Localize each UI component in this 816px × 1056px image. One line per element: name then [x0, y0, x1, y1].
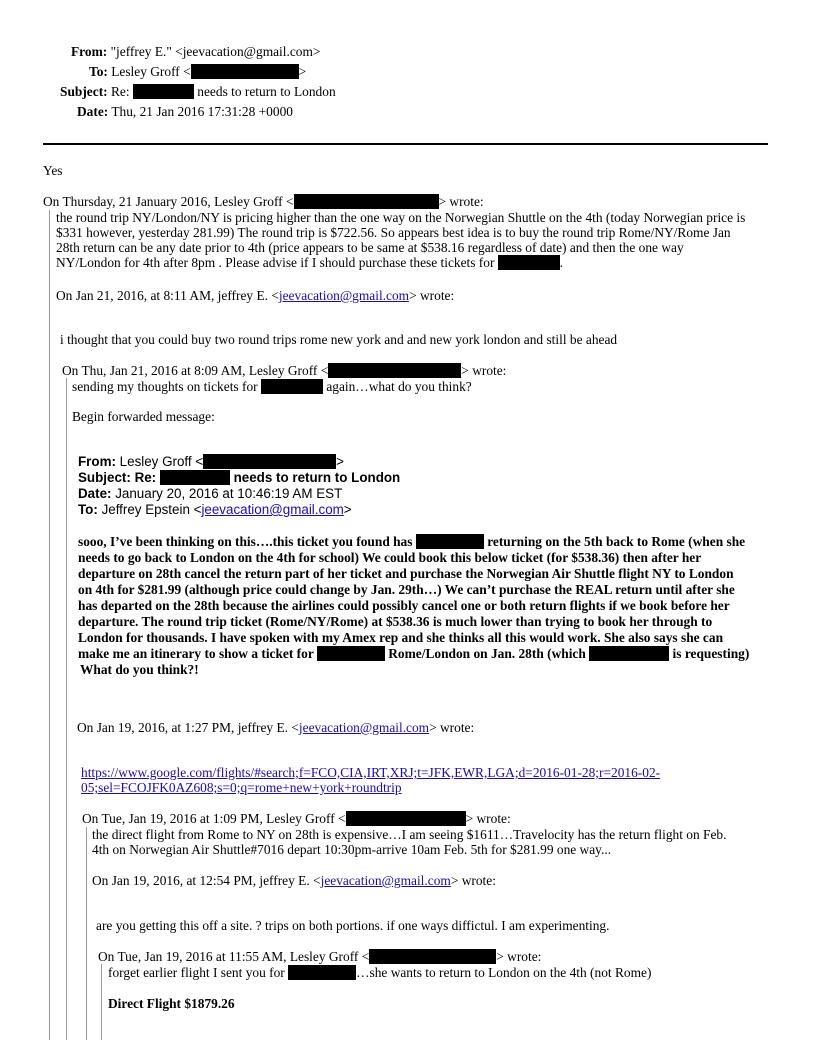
- quote3-intro: [62, 363, 506, 379]
- reply-text: Yes: [43, 163, 63, 178]
- quote5-line2: 4th on Norwegian Air Shuttle#7016 depart 10:30pm-arrive 10am Feb. 5th for $281.99 one way...: [92, 842, 612, 857]
- fwd-to-pre: Jeffrey Epstein <: [101, 502, 202, 517]
- quote-bar-1: [49, 210, 50, 1040]
- google-flights-link-cont[interactable]: 05;sel=FCOJFK0AZ608;s=0;q=rome+new+york+roundtrip: [81, 780, 402, 795]
- quote4-link-line1: [81, 765, 660, 781]
- fwd-subject-label: Subject:: [78, 470, 131, 485]
- quote2-intro-pre: On Jan 21, 2016, at 8:11 AM, jeffrey E. <: [56, 288, 279, 303]
- redaction-box: [133, 84, 194, 99]
- quote7-line1-post: …she wants to return to London on the 4th (not Rome): [356, 965, 652, 980]
- fwd-body-line8-post: is requesting): [672, 646, 750, 661]
- header-subject-post: needs to return to London: [197, 84, 336, 99]
- quote2-intro: [56, 288, 454, 304]
- quote6-body: are you getting this off a site. ? trips on both portions. if one ways diffictul. I am experimenting.: [96, 918, 610, 933]
- quote5-intro-post: > wrote:: [465, 811, 511, 826]
- header-to-value-end: >: [298, 64, 307, 79]
- fwd-date-row: [78, 486, 342, 501]
- quote7-intro-post: > wrote:: [496, 949, 542, 964]
- quote1-line4-text: NY/London for 4th after 8pm . Please advise if I should purchase these tickets for: [56, 255, 495, 270]
- header-from-label: From:: [71, 44, 108, 59]
- quote6-intro: [92, 873, 496, 889]
- redaction-box: [294, 194, 439, 209]
- quote2-intro-post: > wrote:: [409, 288, 455, 303]
- quote4-intro: [77, 720, 474, 736]
- redaction-box: [346, 811, 466, 826]
- fwd-subject-row: [78, 470, 400, 485]
- header-subject-pre: Re:: [110, 84, 130, 99]
- header-to-row: [89, 64, 306, 80]
- fwd-to-post: >: [343, 502, 352, 517]
- fwd-date-label: Date:: [78, 486, 112, 501]
- fwd-body-line9: What do you think?!: [80, 662, 199, 677]
- redaction-box: [416, 534, 484, 549]
- quote2-body: i thought that you could buy two round trips rome new york and and new york london and still be ahead: [60, 332, 618, 347]
- quote-bar-2: [66, 378, 67, 1040]
- fwd-body-line5: has departed on the 28th because the airlines could possibly cancel one or both return flights if we book before her: [78, 598, 730, 613]
- header-date-label: Date:: [77, 104, 109, 119]
- fwd-body-line6: departure. The round trip ticket (Rome/NY/Rome) at $538.36 is much lower than trying to book her through to: [78, 614, 713, 629]
- quote1-line4: [56, 255, 563, 271]
- quote3-line1-pre: sending my thoughts on tickets for: [72, 379, 258, 394]
- header-from-value: "jeffrey E." <jeevacation@gmail.com>: [110, 44, 321, 59]
- quote3-forwarded-label: Begin forwarded message:: [72, 409, 215, 424]
- redaction-box: [203, 454, 336, 469]
- quote1-intro-post: > wrote:: [438, 194, 484, 209]
- quote6-intro-pre: On Jan 19, 2016, at 12:54 PM, jeffrey E. <: [92, 873, 321, 888]
- quote1-line2: $331 however, yesterday 281.99) The round trip is $722.56. So appears best idea is to buy the round trip Rome/NY/Rome Jan: [56, 225, 731, 240]
- redaction-box: [498, 255, 560, 270]
- fwd-from-label: From:: [78, 454, 116, 469]
- redaction-box: [191, 64, 299, 79]
- fwd-from-row: [78, 454, 344, 469]
- quote3-line1: [72, 379, 472, 395]
- fwd-body-line2: needs to go back to London on the 4th for school) We could book this below ticket (for $538.36) then after her: [78, 550, 702, 565]
- fwd-subject-pre: Re:: [134, 470, 157, 485]
- fwd-body-line8-pre: make me an itinerary to show a ticket for: [78, 646, 314, 661]
- quote4-link-line2: [81, 780, 402, 796]
- redaction-box: [288, 965, 356, 980]
- quote6-intro-post: > wrote:: [450, 873, 496, 888]
- fwd-body-line1: [78, 534, 745, 550]
- quote5-intro: [82, 811, 511, 827]
- quote-bar-3: [86, 827, 87, 1040]
- header-date-value: Thu, 21 Jan 2016 17:31:28 +0000: [111, 104, 293, 119]
- header-to-label: To:: [89, 64, 108, 79]
- quote5-line1: the direct flight from Rome to NY on 28th is expensive…I am seeing $1611…Travelocity has the return flight on Feb.: [92, 827, 727, 842]
- fwd-date-value: January 20, 2016 at 10:46:19 AM EST: [115, 486, 343, 501]
- header-from-row: [71, 44, 320, 60]
- fwd-body-line8: [78, 646, 749, 662]
- fwd-to-label: To:: [78, 502, 98, 517]
- quote7-direct-flight: Direct Flight $1879.26: [108, 996, 235, 1011]
- fwd-to-email-link[interactable]: jeevacation@gmail.com: [201, 502, 344, 517]
- redaction-box: [261, 379, 323, 394]
- redaction-box: [589, 646, 669, 661]
- fwd-from-post: >: [336, 454, 344, 469]
- fwd-subject-post: needs to return to London: [233, 470, 401, 485]
- redaction-box: [369, 949, 496, 964]
- google-flights-link[interactable]: https://www.google.com/flights/#search;f=FCO,CIA,IRT,XRJ;t=JFK,EWR,LGA;d=2016-01-28;r=2016-02-: [81, 765, 661, 780]
- fwd-body-line7: London for thousands. I have spoken with my Amex rep and she thinks all this would work. She also says she can: [78, 630, 724, 645]
- quote7-intro: [98, 949, 541, 965]
- quote3-intro-pre: On Thu, Jan 21, 2016 at 8:09 AM, Lesley Groff <: [62, 363, 329, 378]
- fwd-body-line1-post: returning on the 5th back to Rome (when she: [487, 534, 746, 549]
- fwd-to-row: [78, 502, 352, 517]
- quote4-email-link[interactable]: jeevacation@gmail.com: [298, 720, 430, 735]
- quote4-intro-pre: On Jan 19, 2016, at 1:27 PM, jeffrey E. <: [77, 720, 299, 735]
- fwd-body-line8-mid: Rome/London on Jan. 28th (which: [388, 646, 586, 661]
- redaction-box: [160, 470, 230, 485]
- quote1-intro: [43, 194, 484, 210]
- quote3-intro-post: > wrote:: [461, 363, 507, 378]
- redaction-box: [328, 363, 461, 378]
- fwd-body-line1-pre: sooo, I’ve been thinking on this….this ticket you found has: [78, 534, 413, 549]
- header-divider: [43, 143, 768, 145]
- quote4-intro-post: > wrote:: [429, 720, 475, 735]
- quote2-email-link[interactable]: jeevacation@gmail.com: [278, 288, 410, 303]
- quote7-line1-pre: forget earlier flight I sent you for: [108, 965, 285, 980]
- header-subject-label: Subject:: [60, 84, 108, 99]
- quote6-email-link[interactable]: jeevacation@gmail.com: [320, 873, 451, 888]
- quote3-line1-post: again…what do you think?: [326, 379, 472, 394]
- quote1-line4-end: .: [559, 255, 564, 270]
- fwd-from-pre: Lesley Groff <: [119, 454, 204, 469]
- header-to-value: Lesley Groff <: [111, 64, 191, 79]
- quote5-intro-pre: On Tue, Jan 19, 2016 at 1:09 PM, Lesley Groff <: [82, 811, 346, 826]
- quote7-intro-pre: On Tue, Jan 19, 2016 at 11:55 AM, Lesley Groff <: [98, 949, 370, 964]
- quote1-intro-pre: On Thursday, 21 January 2016, Lesley Groff <: [43, 194, 294, 209]
- quote-bar-4: [101, 964, 102, 1040]
- quote1-line1: the round trip NY/London/NY is pricing higher than the one way on the Norwegian Shuttle on the 4th (today Norwegian price is: [56, 210, 746, 225]
- fwd-body-line3: departure on 28th cancel the return part of her ticket and purchase the Norwegian Air Shuttle flight NY to London: [78, 566, 734, 581]
- header-date-row: [77, 104, 293, 120]
- quote7-line1: [108, 965, 651, 981]
- quote1-line3: 28th return can be any date prior to 4th (price appears to be same at $538.16 regardless of date) and then the one way: [56, 240, 684, 255]
- header-subject-row: [60, 84, 336, 100]
- fwd-body-line4: on 4th for $281.99 (although price could change by Jan. 29th…) We can’t purchase the REAL return until after she: [78, 582, 735, 597]
- redaction-box: [317, 646, 385, 661]
